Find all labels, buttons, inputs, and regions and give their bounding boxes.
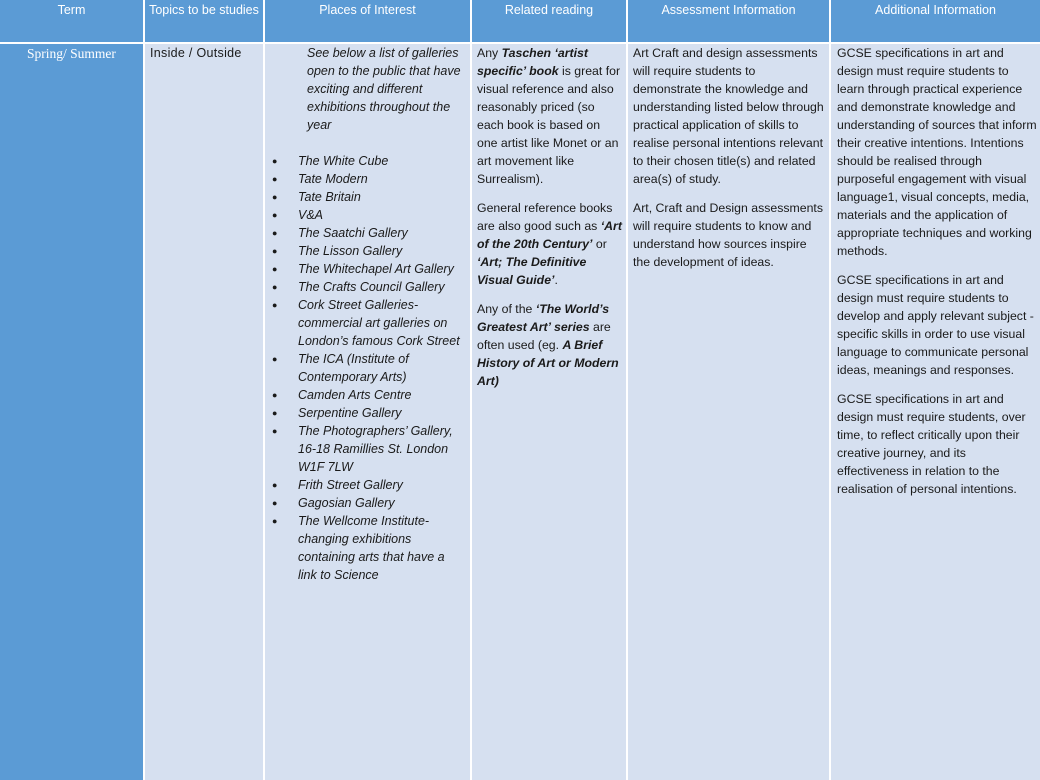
reading-paragraph-2	[477, 199, 622, 289]
gallery-item	[265, 422, 470, 476]
gallery-item	[265, 170, 470, 188]
gallery-name: The Saatchi Gallery	[298, 226, 408, 240]
gallery-name: The ICA (Institute of Contemporary Arts)	[298, 352, 409, 384]
gallery-item	[265, 386, 470, 404]
header-topics: Topics to be studies	[145, 0, 263, 42]
gallery-name: The Wellcome Institute- changing exhibitions containing arts that have a link to Science	[298, 514, 445, 582]
bullet-icon: ●	[272, 246, 278, 256]
bullet-icon: ●	[272, 174, 278, 184]
gallery-name: Tate Modern	[298, 172, 368, 186]
gallery-item	[265, 152, 470, 170]
gallery-item	[265, 242, 470, 260]
reading-text: Any	[477, 46, 502, 60]
assessment-paragraph-2: Art, Craft and Design assessments will require students to know and understand how sources inspire the development of ideas.	[633, 201, 823, 269]
gallery-name: V&A	[298, 208, 324, 222]
reading-paragraph-1	[477, 44, 622, 188]
gallery-item	[265, 476, 470, 494]
gallery-name: Camden Arts Centre	[298, 388, 412, 402]
places-cell	[265, 44, 470, 780]
bullet-icon: ●	[272, 156, 278, 166]
gallery-name: Frith Street Gallery	[298, 478, 403, 492]
bullet-icon: ●	[272, 354, 278, 364]
assessment-cell	[628, 44, 829, 780]
reading-title: ‘Art of the 20th Century’	[477, 219, 622, 251]
bullet-icon: ●	[272, 426, 278, 436]
gallery-name: The Photographers’ Gallery, 16-18 Ramillies St. London W1F 7LW	[298, 424, 453, 474]
gallery-item	[265, 224, 470, 242]
gallery-name: The Crafts Council Gallery	[298, 280, 445, 294]
reading-text: General reference books are also good such as	[477, 201, 613, 233]
bullet-icon: ●	[272, 498, 278, 508]
reading-title: Taschen ‘artist specific’ book	[477, 46, 588, 78]
assessment-paragraph-1: Art Craft and design assessments will require students to demonstrate the knowledge and understanding listed below through practical application of skills to realise personal intentions relevant to their chosen title(s) and related area(s) of study.	[633, 46, 824, 186]
header-assessment: Assessment Information	[628, 0, 829, 42]
reading-title: ‘Art; The Definitive Visual Guide’	[477, 255, 587, 287]
term-value: Spring/ Summer	[27, 46, 116, 61]
header-term: Term	[0, 0, 143, 42]
topic-value: Inside / Outside	[150, 46, 242, 60]
header-additional: Additional Information	[831, 0, 1040, 42]
additional-paragraph-3: GCSE specifications in art and design must require students, over time, to reflect critically upon their creative journey, and its effectiveness in relation to the realisation of personal intentions.	[837, 392, 1026, 496]
bullet-icon: ●	[272, 282, 278, 292]
term-cell	[0, 44, 143, 780]
topic-cell	[145, 44, 263, 780]
bullet-icon: ●	[272, 480, 278, 490]
bullet-icon: ●	[272, 300, 278, 310]
header-places: Places of Interest	[265, 0, 470, 42]
bullet-icon: ●	[272, 516, 278, 526]
bullet-icon: ●	[272, 228, 278, 238]
gallery-item	[265, 512, 470, 584]
gallery-name: Cork Street Galleries- commercial art galleries on London’s famous Cork Street	[298, 298, 460, 348]
bullet-icon: ●	[272, 390, 278, 400]
gallery-name: Tate Britain	[298, 190, 361, 204]
header-reading: Related reading	[472, 0, 626, 42]
reading-paragraph-3	[477, 300, 622, 390]
gallery-item	[265, 350, 470, 386]
additional-paragraph-2: GCSE specifications in art and design must require students to develop and apply relevant subject -specific skills in order to use visual language to communicate personal ideas, meanings and responses.	[837, 273, 1034, 377]
bullet-icon: ●	[272, 192, 278, 202]
reading-title: A Brief History of Art or Modern Art)	[477, 338, 619, 388]
gallery-item	[265, 278, 470, 296]
bullet-icon: ●	[272, 264, 278, 274]
reading-cell	[472, 44, 626, 780]
reading-text: or	[592, 237, 607, 251]
reading-text: is great for visual reference and also reasonably priced (so each book is based on one artist like Monet or an art movement like Surrealism).	[477, 64, 621, 186]
gallery-item	[265, 404, 470, 422]
gallery-item	[265, 206, 470, 224]
gallery-list	[265, 152, 470, 584]
gallery-name: Serpentine Gallery	[298, 406, 402, 420]
reading-text: Any of the	[477, 302, 536, 316]
gallery-item	[265, 260, 470, 278]
bullet-icon: ●	[272, 210, 278, 220]
reading-title: ‘The World’s Greatest Art’ series	[477, 302, 610, 334]
additional-cell	[831, 44, 1040, 780]
gallery-item	[265, 188, 470, 206]
bullet-icon: ●	[272, 408, 278, 418]
gallery-name: The Whitechapel Art Gallery	[298, 262, 454, 276]
reading-text: .	[554, 273, 558, 287]
gallery-name: Gagosian Gallery	[298, 496, 395, 510]
gallery-item	[265, 494, 470, 512]
gallery-name: The Lisson Gallery	[298, 244, 403, 258]
reading-text: are often used (eg.	[477, 320, 611, 352]
gallery-name: The White Cube	[298, 154, 389, 168]
additional-paragraph-1: GCSE specifications in art and design must require students to learn through practical experience and demonstrate knowledge and understanding of sources that inform their creative intentions. Intentions should be realised through purposeful engagement with visual language1, visual concepts, media, materials and the application of appropriate techniques and working methods.	[837, 46, 1037, 258]
places-intro: See below a list of galleries open to the public that have exciting and different exhibitions throughout the year	[307, 46, 461, 132]
gallery-item	[265, 296, 470, 350]
